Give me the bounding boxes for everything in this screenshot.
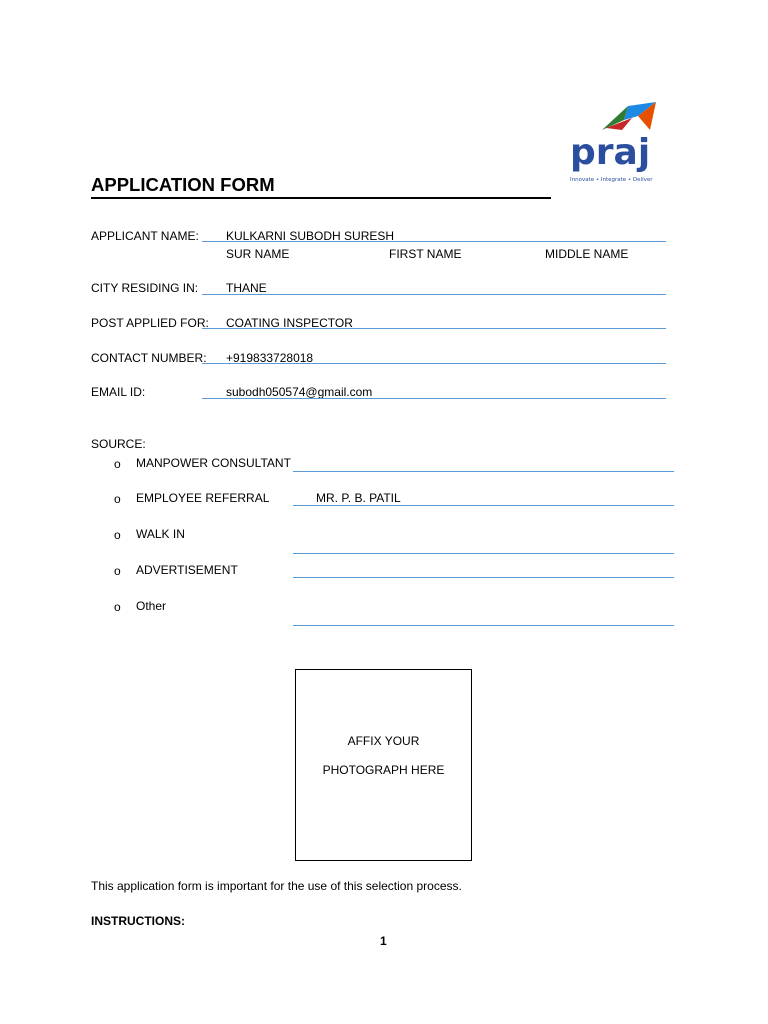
bullet-marker: o	[114, 492, 121, 506]
photo-box[interactable]	[295, 669, 472, 861]
source-item-referral-rule	[293, 505, 674, 506]
photo-text-line2: PHOTOGRAPH HERE	[322, 763, 445, 777]
source-item-referral-value[interactable]: MR. P. B. PATIL	[316, 491, 401, 505]
contact-rule	[202, 363, 666, 364]
contact-label: CONTACT NUMBER:	[91, 351, 207, 365]
email-label: EMAIL ID:	[91, 385, 146, 399]
photo-text-line1: AFFIX YOUR	[347, 734, 420, 748]
source-item-manpower: MANPOWER CONSULTANT	[136, 456, 291, 470]
bullet-marker: o	[114, 528, 121, 542]
email-value[interactable]: subodh050574@gmail.com	[226, 385, 373, 399]
post-value[interactable]: COATING INSPECTOR	[226, 316, 353, 330]
bullet-marker: o	[114, 564, 121, 578]
logo-brand-text: praj	[570, 132, 651, 173]
post-rule	[202, 328, 666, 329]
post-label: POST APPLIED FOR:	[91, 316, 209, 330]
city-label: CITY RESIDING IN:	[91, 281, 199, 295]
city-value[interactable]: THANE	[226, 281, 267, 295]
source-item-advertisement-rule	[293, 577, 674, 578]
applicant-name-label: APPLICANT NAME:	[91, 229, 199, 243]
form-note: This application form is important for the use of this selection process.	[91, 879, 462, 893]
city-rule	[202, 294, 666, 295]
praj-logo-mark	[566, 100, 662, 186]
source-item-other: Other	[136, 599, 167, 613]
email-rule	[202, 398, 666, 399]
bullet-marker: o	[114, 457, 121, 471]
applicant-name-value[interactable]: KULKARNI SUBODH SURESH	[226, 229, 395, 243]
page-number: 1	[380, 934, 387, 948]
source-item-walkin: WALK IN	[136, 527, 185, 541]
source-item-other-rule	[293, 625, 674, 626]
name-part-surname: SUR NAME	[226, 247, 290, 261]
form-title: APPLICATION FORM	[91, 174, 551, 199]
source-item-walkin-rule	[293, 553, 674, 554]
praj-logo	[566, 100, 662, 186]
applicant-name-rule	[202, 241, 666, 242]
instructions-label: INSTRUCTIONS:	[91, 914, 185, 928]
source-label: SOURCE:	[91, 437, 146, 451]
source-item-referral: EMPLOYEE REFERRAL	[136, 491, 270, 505]
name-part-middlename: MIDDLE NAME	[545, 247, 629, 261]
logo-tagline: Innovate • Integrate • Deliver	[570, 177, 653, 183]
name-part-firstname: FIRST NAME	[389, 247, 462, 261]
bullet-marker: o	[114, 600, 121, 614]
contact-value[interactable]: +919833728018	[226, 351, 314, 365]
source-item-advertisement: ADVERTISEMENT	[136, 563, 238, 577]
source-item-manpower-rule	[293, 471, 674, 472]
